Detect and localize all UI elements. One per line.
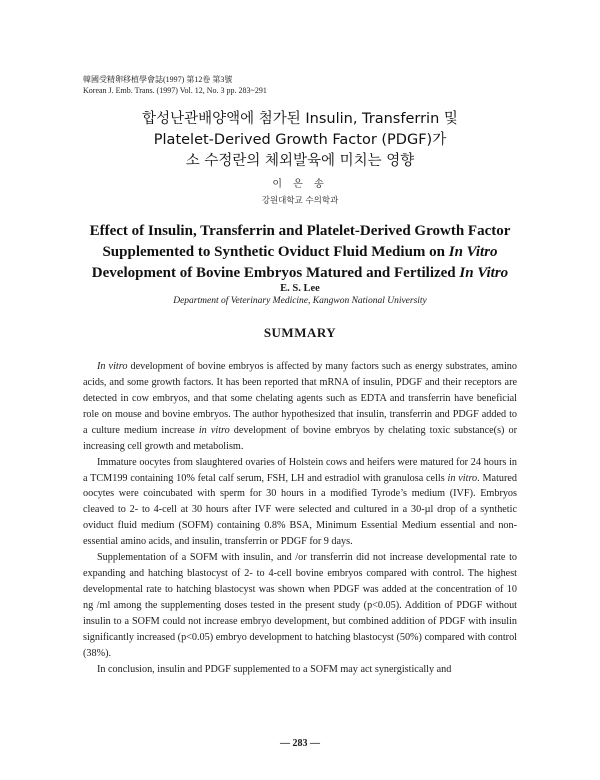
page-number: — 283 — <box>280 738 320 749</box>
korean-author: 이 은 송 <box>272 179 328 190</box>
summary-paragraph: Supplementation of a SOFM with insulin, and /or transferrin did not increase developmental rate to expanding and hatching blastocyst of 2- to 4-cell bovine embryos compared with control. The highest developmental rate to hatching blastocyst was shown when PDGF was added at the concentration of 10 ng /ml among the supplementing doses tested in the present study (p<0.05). Addition of PDGF without insulin to a SOFM could not increase embryo development, but combined addition of PDGF with insulin significantly increased (p<0.05) embryo development to hatching blastocyst (50%) compared with control (38%). <box>83 552 517 659</box>
summary-paragraph: In vitro development of bovine embryos is affected by many factors such as energy substrates, amino acids, and some growth factors. It has been reported that mRNA of insulin, PDGF and their receptors are detected in cow embryos, and that some chelating agents such as EDTA and transferrin have beneficial role on mouse and bovine embryos. The author hypothesized that insulin, transferrin and PDGF added to a culture medium increase in vitro development of bovine embryos by chelating toxic substance(s) or increasing cell growth and metabolism. <box>83 361 517 452</box>
english-affiliation: Department of Veterinary Medicine, Kangwon National University <box>173 296 427 306</box>
korean-title-line: 합성난관배양액에 첨가된 Insulin, Transferrin 및 <box>142 111 458 127</box>
english-title-line: Supplemented to Synthetic Oviduct Fluid Medium on In Vitro <box>102 244 498 260</box>
english-title-line: Development of Bovine Embryos Matured and Fertilized In Vitro <box>91 265 509 281</box>
korean-affiliation: 강원대학교 수의학과 <box>261 196 339 206</box>
journal-citation-english: Korean J. Emb. Trans. (1997) Vol. 12, No. 3 pp. 283~291 <box>83 86 267 95</box>
korean-title-line: Platelet-Derived Growth Factor (PDGF)가 <box>153 132 447 148</box>
summary-paragraph: In conclusion, insulin and PDGF supplemented to a SOFM may act synergistically and <box>97 663 452 675</box>
summary-heading: SUMMARY <box>263 325 337 340</box>
english-title <box>0 221 600 284</box>
english-title-line: Effect of Insulin, Transferrin and Platelet-Derived Growth Factor <box>89 223 511 239</box>
english-author: E. S. Lee <box>280 283 320 294</box>
summary-paragraph: Immature oocytes from slaughtered ovaries of Holstein cows and heifers were matured for 24 hours in a TCM199 containing 10% fetal calf serum, FSH, LH and estradiol with granulosa cells in vitro. Matured oocytes were coincubated with sperm for 30 hours in a modified Tyrode’s medium (IVF). Embryos cleaved to 2- to 4-cell at 30 hours after IVF were selected and cultured in a 30-µl drop of a synthetic oviduct fluid medium (SOFM) containing 0.8% BSA, Minimum Essential Medium essential and non-essential amino acids, and insulin, transferrin or PDGF for 9 days. <box>83 456 518 548</box>
journal-citation <box>83 74 267 96</box>
korean-title-line: 소 수정란의 체외발육에 미치는 영향 <box>185 153 415 169</box>
journal-citation-korean: 韓國受精卵移植學會誌(1997) 第12卷 第3號 <box>83 75 233 84</box>
korean-title <box>0 109 600 172</box>
summary-body <box>83 359 517 678</box>
